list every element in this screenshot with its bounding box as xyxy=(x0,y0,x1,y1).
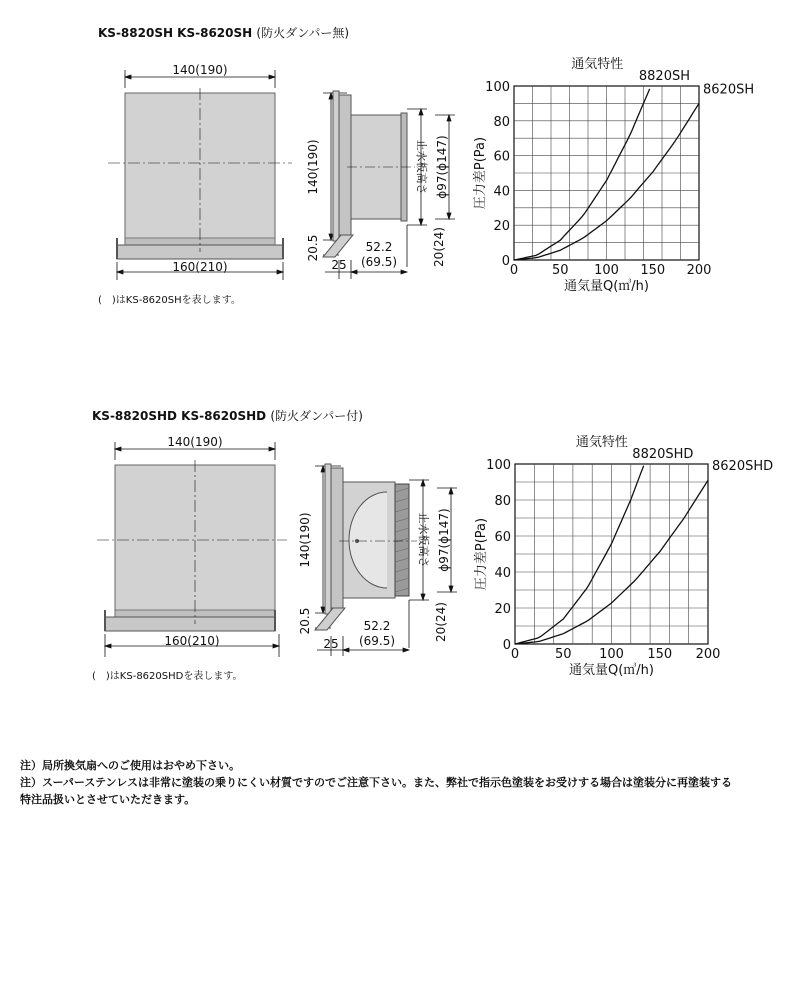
model-codes: KS-8820SH KS-8620SH xyxy=(98,26,253,40)
x-tick-label: 50 xyxy=(551,263,569,278)
lip-dimension: 25 xyxy=(323,637,339,651)
airflow-chart xyxy=(470,50,770,300)
y-tick-label: 40 xyxy=(493,184,510,200)
height-dimension: 140(190) xyxy=(306,139,320,195)
note-line: 特注品扱いとさせていただきます。 xyxy=(20,793,196,806)
lip-dimension: 25 xyxy=(331,258,347,272)
y-tick-label: 100 xyxy=(485,80,510,95)
front-view-drawing xyxy=(100,60,300,290)
front-view-drawing xyxy=(95,432,295,662)
series-label: 8620SH xyxy=(703,82,755,98)
x-axis-label: 通気量Q(㎥/h) xyxy=(564,279,649,294)
lower-dimension: 20(24) xyxy=(434,602,448,642)
x-tick-label: 200 xyxy=(695,647,721,662)
x-tick-label: 100 xyxy=(599,647,624,662)
model-codes: KS-8820SHD KS-8620SHD xyxy=(92,409,267,423)
base-width-dimension: 160(210) xyxy=(164,634,220,648)
series-label: 8820SHD xyxy=(632,447,694,462)
width-dimension: 140(190) xyxy=(167,435,223,449)
y-tick-label: 0 xyxy=(501,254,510,269)
base-width-dimension: 160(210) xyxy=(172,260,228,274)
waterproof-plate-height-label: 止水板高さ xyxy=(417,512,430,568)
y-tick-label: 20 xyxy=(493,219,510,235)
y-tick-label: 40 xyxy=(494,566,511,581)
variant-label: (防火ダンパー付) xyxy=(270,409,363,423)
variant-label: (防火ダンパー無) xyxy=(256,26,350,40)
depth-dimension: 52.2 xyxy=(365,240,393,254)
y-axis-label: 圧力差P(Pa) xyxy=(474,517,489,591)
x-tick-label: 100 xyxy=(594,263,619,278)
y-axis-label: 圧力差P(Pa) xyxy=(473,136,488,210)
y-tick-label: 20 xyxy=(494,602,511,617)
y-tick-label: 80 xyxy=(493,114,510,130)
side-view-drawing xyxy=(295,458,480,663)
section-title xyxy=(98,24,349,41)
x-tick-label: 50 xyxy=(554,647,572,662)
width-dimension: 140(190) xyxy=(172,63,228,77)
chart-title: 通気特性 xyxy=(571,57,624,72)
side-view-drawing xyxy=(295,85,480,285)
y-tick-label: 100 xyxy=(486,458,511,473)
depth-dimension-alt: (69.5) xyxy=(360,255,398,269)
x-tick-label: 150 xyxy=(640,263,666,278)
figure-caption: ( )はKS-8620SHDを表します。 xyxy=(92,671,243,682)
series-label: 8820SH xyxy=(638,69,691,84)
notes xyxy=(20,757,732,808)
y-tick-label: 60 xyxy=(494,530,511,545)
x-axis-label: 通気量Q(㎥/h) xyxy=(569,663,654,678)
note-line: 注）局所換気扇へのご使用はおやめ下さい。 xyxy=(20,759,240,772)
y-tick-label: 80 xyxy=(494,494,511,509)
series-label: 8620SHD xyxy=(712,459,774,475)
chart-title: 通気特性 xyxy=(575,435,628,450)
x-tick-label: 200 xyxy=(686,263,712,278)
figure-caption: ( )はKS-8620SHを表します。 xyxy=(98,295,241,306)
diameter-dimension: ϕ97(ϕ147) xyxy=(435,135,449,199)
flange-dimension: 20.5 xyxy=(306,234,320,262)
airflow-chart xyxy=(470,424,780,679)
lower-dimension: 20(24) xyxy=(432,227,446,267)
depth-dimension-alt: (69.5) xyxy=(358,634,396,648)
x-tick-label: 150 xyxy=(647,647,673,662)
x-tick-label: 0 xyxy=(510,647,520,662)
x-tick-label: 0 xyxy=(509,263,519,278)
flange-dimension: 20.5 xyxy=(298,607,312,635)
diameter-dimension: ϕ97(ϕ147) xyxy=(437,508,451,572)
y-tick-label: 60 xyxy=(493,149,510,165)
note-line: 注）スーパーステンレスは非常に塗装の乗りにくい材質ですのでご注意下さい。また、弊社で指示色塗装をお受けする場合は塗装分に再塗装する xyxy=(20,776,732,789)
height-dimension: 140(190) xyxy=(298,512,312,568)
waterproof-plate-height-label: 止水板高さ xyxy=(415,139,428,195)
depth-dimension: 52.2 xyxy=(363,619,391,633)
y-tick-label: 0 xyxy=(502,638,511,653)
section-title xyxy=(92,407,363,424)
